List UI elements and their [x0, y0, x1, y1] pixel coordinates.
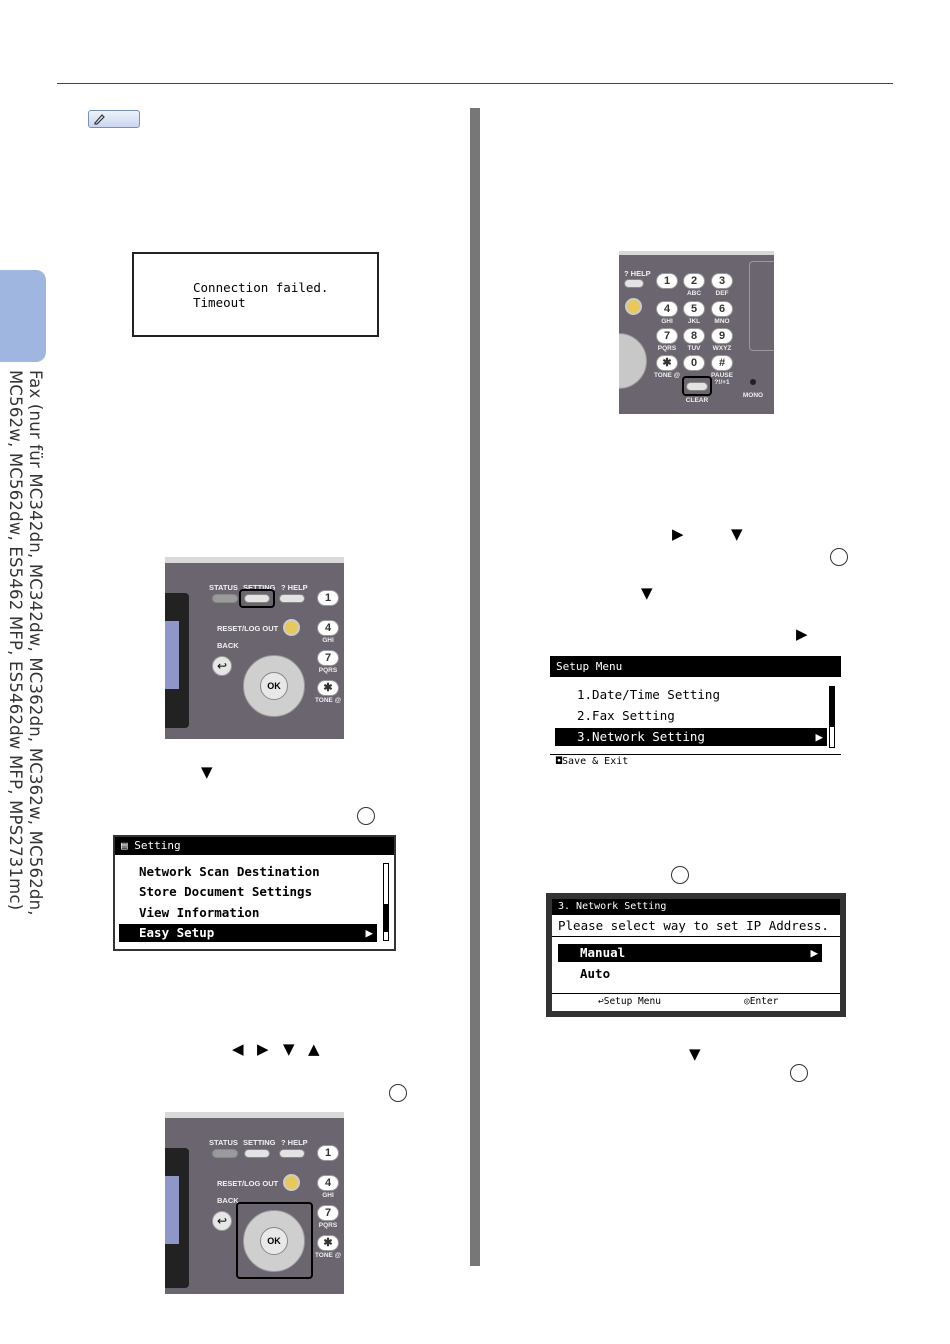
column-divider — [470, 108, 480, 1266]
save-exit-hint: ◘Save & Exit — [556, 756, 629, 767]
setting-label: SETTING — [243, 1138, 276, 1147]
scrollbar[interactable] — [383, 863, 389, 941]
up-arrow-icon: ▲ — [308, 1040, 320, 1058]
mono-label: MONO — [742, 392, 764, 399]
memo-pencil-icon — [88, 110, 140, 128]
right-arrow-icon: ▶ — [796, 625, 808, 643]
back-label: BACK — [217, 1196, 239, 1205]
menu-item-store-document[interactable]: Store Document Settings — [139, 884, 313, 899]
menu-item-easy-setup[interactable]: Easy Setup ▶ — [119, 924, 377, 942]
lcd-glass — [165, 1176, 179, 1244]
right-arrow-icon: ▶ — [672, 525, 684, 543]
lcd-glass — [165, 621, 179, 689]
left-arrow-icon: ◀ — [232, 1040, 244, 1058]
ok-circle-icon — [389, 1084, 407, 1102]
keypad-key-letters: JKL — [687, 318, 701, 325]
keypad-key[interactable]: # — [711, 355, 733, 371]
key-star[interactable]: ✱ — [317, 680, 339, 696]
keypad-key[interactable]: 3 — [711, 273, 733, 289]
right-arrow-icon: ▶ — [257, 1040, 269, 1058]
key-7[interactable]: 7 — [317, 1205, 339, 1221]
ip-prompt: Please select way to set IP Address. — [558, 918, 829, 933]
key-1[interactable]: 1 — [317, 590, 339, 606]
ok-circle-icon — [357, 807, 375, 825]
keypad-key-letters: PAUSE ?!/+1 — [711, 372, 733, 386]
keypad-key[interactable]: 6 — [711, 301, 733, 317]
keypad-key[interactable]: 2 — [683, 273, 705, 289]
nav-pad[interactable] — [619, 333, 647, 389]
clear-label: CLEAR — [685, 397, 709, 404]
key-4[interactable]: 4 — [317, 1175, 339, 1191]
network-setting-title: 3. Network Setting — [552, 899, 840, 915]
keypad-key[interactable]: 5 — [683, 301, 705, 317]
key-star[interactable]: ✱ — [317, 1235, 339, 1251]
keypad-key-letters: PQRS — [657, 345, 677, 352]
menu-item-fax-setting[interactable]: 2.Fax Setting — [577, 708, 675, 723]
error-screen — [132, 252, 379, 337]
ok-circle-icon — [830, 548, 848, 566]
key-4[interactable]: 4 — [317, 620, 339, 636]
ok-key-icon: ◎ — [744, 996, 750, 1007]
footer-rule — [550, 754, 841, 755]
menu-item-view-information[interactable]: View Information — [139, 905, 260, 920]
panel-edge — [749, 261, 774, 351]
keypad-key-letters: GHI — [661, 318, 673, 325]
nav-pad[interactable] — [243, 655, 305, 717]
setup-menu-title: Setup Menu — [550, 656, 841, 677]
error-line-1: Connection failed. — [193, 280, 329, 295]
help-label: ? HELP — [624, 269, 651, 278]
save-key-icon: ◘ — [556, 756, 563, 767]
setting-button[interactable] — [244, 594, 270, 603]
nav-pad[interactable] — [243, 1210, 305, 1272]
setting-button[interactable] — [244, 1149, 270, 1158]
keypad-key-letters: MNO — [714, 318, 730, 325]
ok-circle-icon — [790, 1064, 808, 1082]
prompt-rule — [552, 936, 840, 937]
setting-screen — [113, 835, 396, 951]
setting-label: SETTING — [243, 583, 276, 592]
keypad-key-letters: ABC — [686, 290, 702, 297]
control-panel-setting: STATUS SETTING ? HELP 1 RESET/LOG OUT 4 GHI BACK ↩ OK 7 PQRS ✱ TONE @ — [165, 557, 344, 739]
help-button[interactable] — [279, 594, 305, 603]
down-arrow-icon: ▼ — [201, 763, 213, 781]
option-manual[interactable]: Manual ▶ — [558, 944, 822, 962]
right-arrow-icon: ▶ — [815, 729, 823, 744]
keypad-panel — [619, 251, 774, 414]
control-panel-navpad: STATUS SETTING ? HELP 1 RESET/LOG OUT 4 GHI BACK ↩ OK 7 PQRS ✱ TONE @ — [165, 1112, 344, 1294]
scrollbar-thumb[interactable] — [384, 904, 388, 932]
keypad-key[interactable]: ✱ — [656, 355, 678, 371]
network-setting-screen — [546, 893, 846, 1017]
keypad-key-letters: DEF — [715, 290, 729, 297]
error-line-2: Timeout — [193, 295, 246, 310]
header-rule — [57, 83, 893, 84]
ok-circle-icon — [671, 866, 689, 884]
footer-setup-menu[interactable]: ↩Setup Menu — [598, 996, 661, 1007]
keypad-key[interactable]: 7 — [656, 328, 678, 344]
chapter-title: Fax (nur für MC342dn, MC342dw, MC362dn, MC362w, MC562dn, MC562w, MC562dw, ES5462 MFP, ES5462dw MFP, MPS2731mc) — [6, 370, 45, 916]
back-icon[interactable]: ↩ — [212, 656, 232, 676]
footer-enter[interactable]: ◎Enter — [744, 996, 779, 1007]
key-1[interactable]: 1 — [317, 1145, 339, 1161]
help-button[interactable] — [279, 1149, 305, 1158]
right-arrow-icon: ▶ — [365, 925, 373, 940]
reset-button[interactable] — [625, 298, 642, 315]
down-arrow-icon: ▼ — [283, 1040, 295, 1058]
mono-indicator — [750, 379, 756, 385]
back-label: BACK — [217, 641, 239, 650]
scrollbar[interactable] — [829, 686, 835, 748]
chapter-tab — [0, 270, 46, 362]
back-key-icon: ↩ — [598, 996, 604, 1007]
keypad-key-letters: TONE @ — [653, 372, 681, 379]
down-arrow-icon: ▼ — [689, 1045, 701, 1063]
keypad-key[interactable]: 0 — [683, 355, 705, 371]
folder-icon: ▤ — [121, 839, 135, 852]
keypad-key[interactable]: 1 — [656, 273, 678, 289]
reset-label: RESET/LOG OUT — [217, 624, 279, 633]
menu-item-network-scan[interactable]: Network Scan Destination — [139, 864, 320, 879]
status-button[interactable] — [212, 1149, 238, 1158]
status-button[interactable] — [212, 594, 238, 603]
help-label: ? HELP — [281, 1138, 308, 1147]
clear-button[interactable] — [686, 382, 708, 391]
ok-button[interactable]: OK — [260, 672, 288, 700]
status-label: STATUS — [209, 1138, 238, 1147]
ok-button[interactable]: OK — [260, 1227, 288, 1255]
option-auto[interactable]: Auto — [580, 966, 611, 981]
down-arrow-icon: ▼ — [641, 584, 653, 602]
keypad-key[interactable]: 4 — [656, 301, 678, 317]
setup-menu-screen — [550, 656, 841, 772]
right-arrow-icon: ▶ — [810, 945, 818, 960]
setting-screen-title: ▤ Setting — [115, 837, 394, 855]
reset-button[interactable] — [283, 1174, 300, 1191]
keypad-key-letters: WXYZ — [712, 345, 732, 352]
keypad-key[interactable]: 9 — [711, 328, 733, 344]
key-7[interactable]: 7 — [317, 650, 339, 666]
keypad-key[interactable]: 8 — [683, 328, 705, 344]
footer-rule — [552, 993, 840, 994]
menu-item-date-time[interactable]: 1.Date/Time Setting — [577, 687, 720, 702]
status-label: STATUS — [209, 583, 238, 592]
down-arrow-icon: ▼ — [731, 525, 743, 543]
help-label: ? HELP — [281, 583, 308, 592]
keypad-key-letters: TUV — [687, 345, 701, 352]
back-icon[interactable]: ↩ — [212, 1211, 232, 1231]
help-button[interactable] — [624, 279, 644, 288]
reset-label: RESET/LOG OUT — [217, 1179, 279, 1188]
menu-item-network-setting[interactable]: 3.Network Setting ▶ — [555, 728, 827, 746]
scrollbar-thumb[interactable] — [830, 687, 834, 727]
reset-button[interactable] — [283, 619, 300, 636]
